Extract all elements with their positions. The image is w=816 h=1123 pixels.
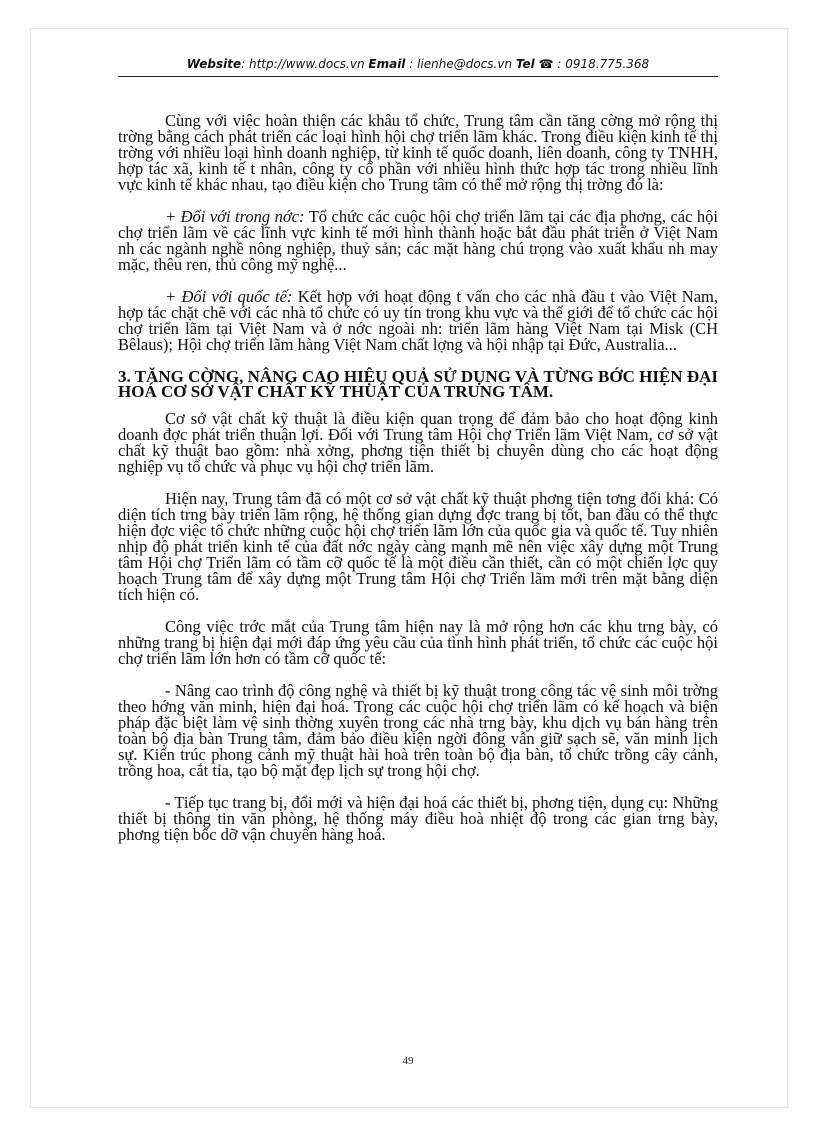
paragraph-domestic xyxy=(118,209,718,273)
email-label: Email xyxy=(368,57,406,71)
paragraph-facilities: Cơ sở vật chất kỹ thuật là điều kiện quan trọng để đảm bảo cho hoạt động kinh doanh đợc phát triển thuận lợi. Đối với Trung tâm Hội chợ Triển lãm Việt Nam, cơ sở vật chất kỹ thuật bao gồm: nhà xởng, phơng tiện thiết bị chuyên dùng cho các hoạt động nghiệp vụ tổ chức và phục vụ hội chợ triển lãm. xyxy=(118,409,718,476)
paragraph-international xyxy=(118,289,718,353)
section-heading: 3. TĂNG CỜNG, NÂNG CAO HIỆU QUẢ SỬ DỤNG VÀ TỪNG BỚC HIỆN ĐẠI HOÁ CƠ SỞ VẬT CHẤT KỸ THUẬT CỦA TRUNG TÂM. xyxy=(118,367,718,401)
paragraph-sanitation: - Nâng cao trình độ công nghệ và thiết bị kỹ thuật trong công tác vệ sinh môi trờng theo hớng văn minh, hiện đại hoá. Trong các cuộc hội chợ triển lãm có kế hoạch và biện pháp đặc biệt làm vệ sinh thờng xuyên trong các nhà trng bày, khu dịch vụ bán hàng trên toàn bộ địa bàn Trung tâm, đảm bảo điều kiện ngời đông vẫn giữ sạch sẽ, văn minh lịch sự. Kiến trúc phong cảnh mỹ thuật hài hoà trên toàn bộ địa bàn, tổ chức trồng cây cảnh, trồng hoa, cắt tỉa, tạo bộ mặt đẹp lịch sự trong hội chợ. xyxy=(118,681,718,780)
paragraph-current-state: Hiện nay, Trung tâm đã có một cơ sở vật chất kỹ thuật phơng tiện tơng đối khá: Có diện tích trng bày triển lãm rộng, hệ thống gian dựng đợc trang bị tốt, ban đầu có thể thực hiện đợc việc tổ chức những cuộc hội chợ triển lãm lớn của quốc gia và quốc tế. Tuy nhiên nhịp độ phát triển kinh tế của đất nớc ngày càng mạnh mẽ nên việc xây dựng một Trung tâm Hội chợ Triển lãm có tầm cỡ quốc tế là một điều cần thiết, cần có một chiến lợc quy hoạch Trung tâm để xây dựng một Trung tâm Hội chợ Triển lãm mới trên mặt bằng diện tích hiện có. xyxy=(118,489,718,604)
domestic-text: Tổ chức các cuộc hội chợ triển lãm tại các địa phơng, các hội chợ triển lãm về các lĩnh vực kinh tế mới hình thành hoặc bắt đầu phát triển ở Việt Nam nh các ngành nghề nông nghiệp, thuỷ sản; các mặt hàng chú trọng vào xuất khẩu nh may mặc, thêu ren, thủ công mỹ nghệ... xyxy=(118,207,719,274)
page-number: 49 xyxy=(402,1055,414,1067)
international-lead: + Đối với quốc tế: xyxy=(165,287,293,306)
tel-value: ☎ : 0918.775.368 xyxy=(534,57,650,71)
paragraph-immediate-tasks: Công việc trớc mắt của Trung tâm hiện nay là mở rộng hơn các khu trng bày, có những trang bị hiện đại mới đáp ứng yêu cầu của tình hình phát triển, tổ chức các cuộc hội chợ triển lãm lớn hơn có tầm cỡ quốc tế: xyxy=(118,617,718,668)
website-value: : http://www.docs.vn xyxy=(241,57,369,71)
tel-label: Tel xyxy=(515,57,535,71)
document-body xyxy=(118,113,718,859)
header-rule xyxy=(118,76,718,77)
paragraph-equipment: - Tiếp tục trang bị, đổi mới và hiện đại hoá các thiết bị, phơng tiện, dụng cụ: Những thiết bị thông tin văn phòng, hệ thống máy điều hoà nhiệt độ trong các gian trng bày, phơng tiện bốc dỡ vận chuyển hàng hoá. xyxy=(118,793,718,844)
paragraph-intro: Cùng với việc hoàn thiện các khâu tổ chức, Trung tâm cần tăng cờng mở rộng thị trờng bằng cách phát triển các loại hình hội chợ triển lãm khác. Trong điều kiện kinh tế thị trờng với nhiều loại hình doanh nghiệp, từ kinh tế quốc doanh, liên doanh, công ty TNHH, hợp tác xã, kinh tế t nhân, công ty cổ phần với nhiều hình thức hợp tác trong nhiều lĩnh vực kinh tế khác nhau, tạo điều kiện cho Trung tâm có thể mở rộng thị trờng đó là: xyxy=(118,111,718,194)
page-header xyxy=(118,57,718,71)
domestic-lead: + Đối với trong nớc: xyxy=(165,207,305,226)
international-text: Kết hợp với hoạt động t vấn cho các nhà đầu t vào Việt Nam, hợp tác chặt chẽ với các nhà tổ chức có uy tín trong khu vực và thế giới để tổ chức các hội chợ triển lãm tại Việt Nam và ở nớc ngoài nh: triển lãm hàng Việt Nam tại Misk (CH Bêlaus); Hội chợ triển lãm hàng Việt Nam chất lợng và hội nhập tại Đức, Australia... xyxy=(118,287,718,354)
email-value: : lienhe@docs.vn xyxy=(405,57,516,71)
website-label: Website xyxy=(186,57,242,71)
